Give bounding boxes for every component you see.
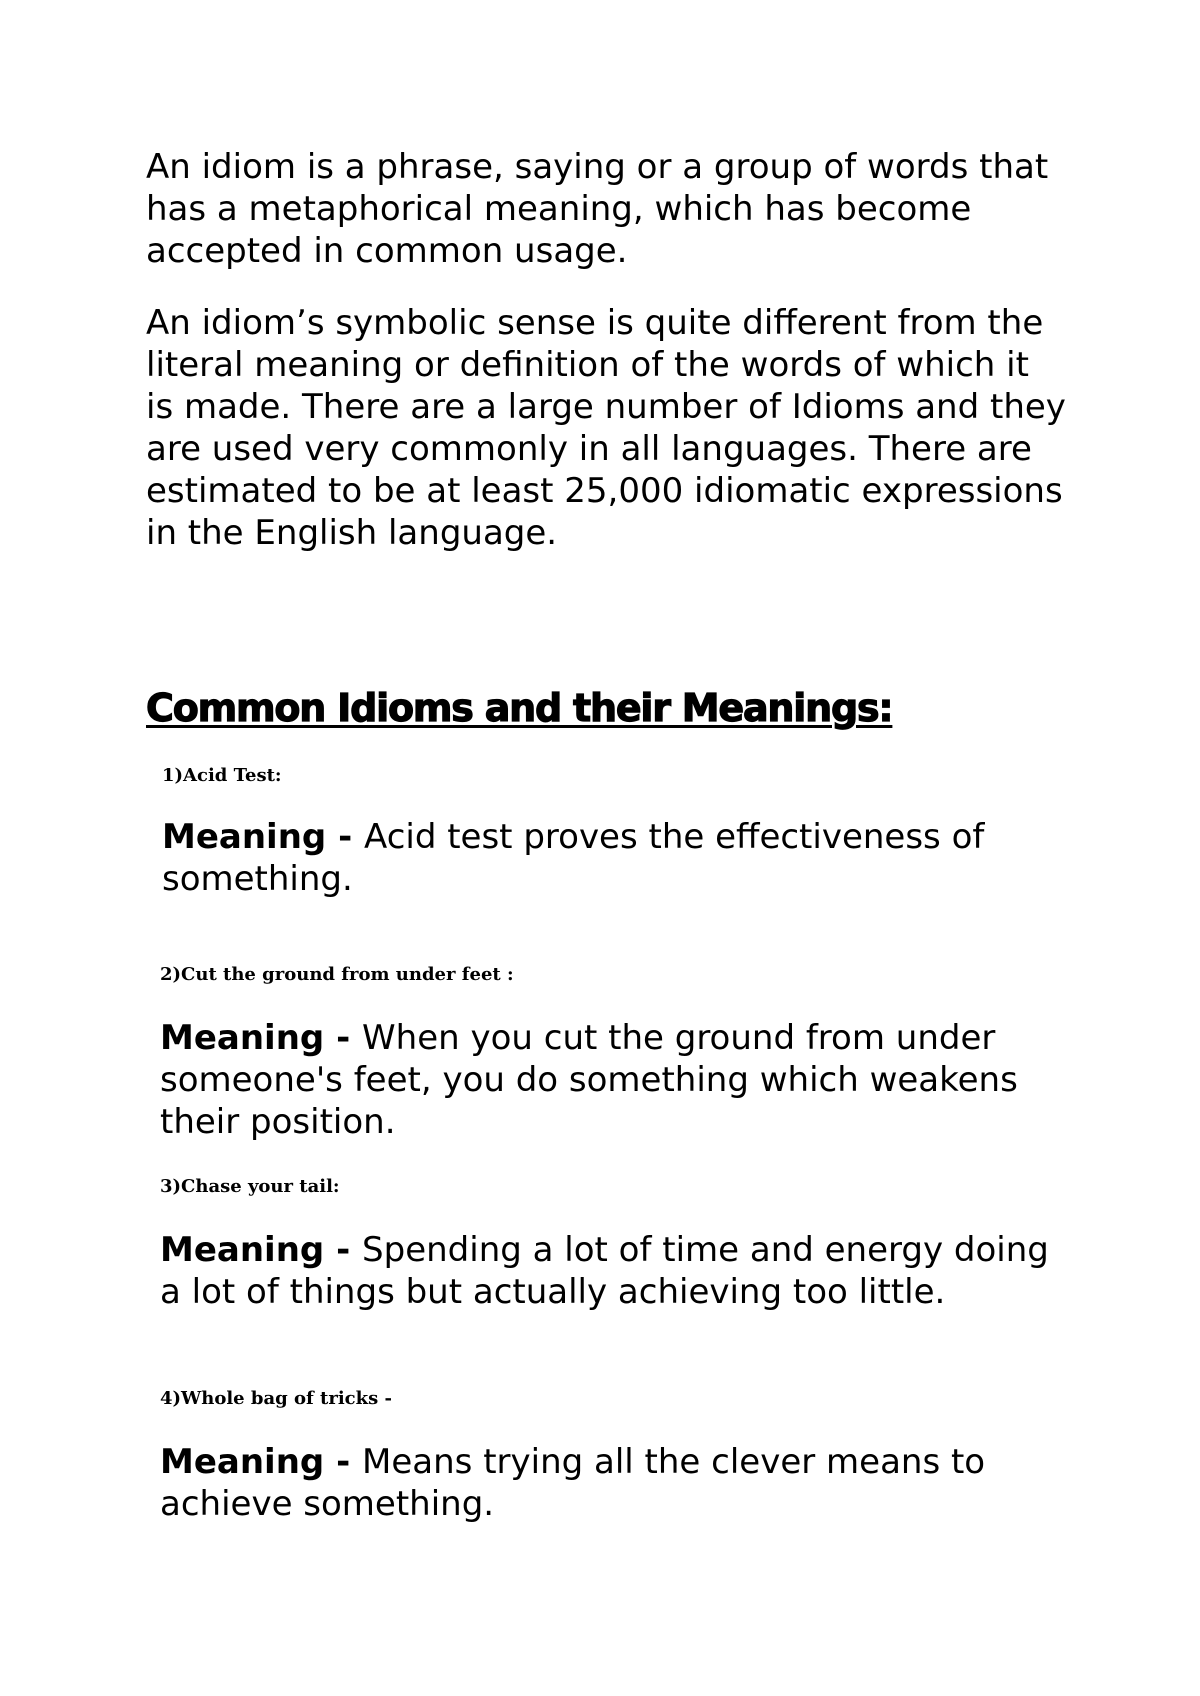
meaning-text: Acid test proves the effectiveness of something. <box>162 817 985 899</box>
meaning-label: Meaning - <box>160 1442 363 1482</box>
idiom-meaning <box>160 1229 1080 1313</box>
idiom-title: 3)Chase your tail: <box>160 1176 340 1197</box>
idiom-meaning <box>160 1441 1080 1525</box>
idiom-title: 1)Acid Test: <box>162 765 282 786</box>
idiom-meaning <box>162 816 1082 900</box>
meaning-text: Spending a lot of time and energy doing a lot of things but actually achieving too little. <box>160 1230 1049 1312</box>
idiom-title: 4)Whole bag of tricks - <box>160 1388 392 1409</box>
idiom-title: 2)Cut the ground from under feet : <box>160 964 514 985</box>
meaning-label: Meaning - <box>162 817 365 857</box>
intro-paragraph-1: An idiom is a phrase, saying or a group of words that has a metaphorical meaning, which has become accepted in common usage. <box>146 147 1049 271</box>
meaning-text: Means trying all the clever means to achieve something. <box>160 1442 986 1524</box>
section-heading: Common Idioms and their Meanings: <box>146 686 893 730</box>
meaning-text: When you cut the ground from under someone's feet, you do something which weakens their position. <box>160 1018 1018 1142</box>
meaning-label: Meaning - <box>160 1018 363 1058</box>
meaning-label: Meaning - <box>160 1230 363 1270</box>
intro-paragraph-2: An idiom’s symbolic sense is quite different from the literal meaning or definition of the words of which it is made. There are a large number of Idioms and they are used very commonly in all languages. There are estimated to be at least 25,000 idiomatic expressions in the English language. <box>146 303 1066 553</box>
idiom-meaning <box>160 1017 1080 1143</box>
